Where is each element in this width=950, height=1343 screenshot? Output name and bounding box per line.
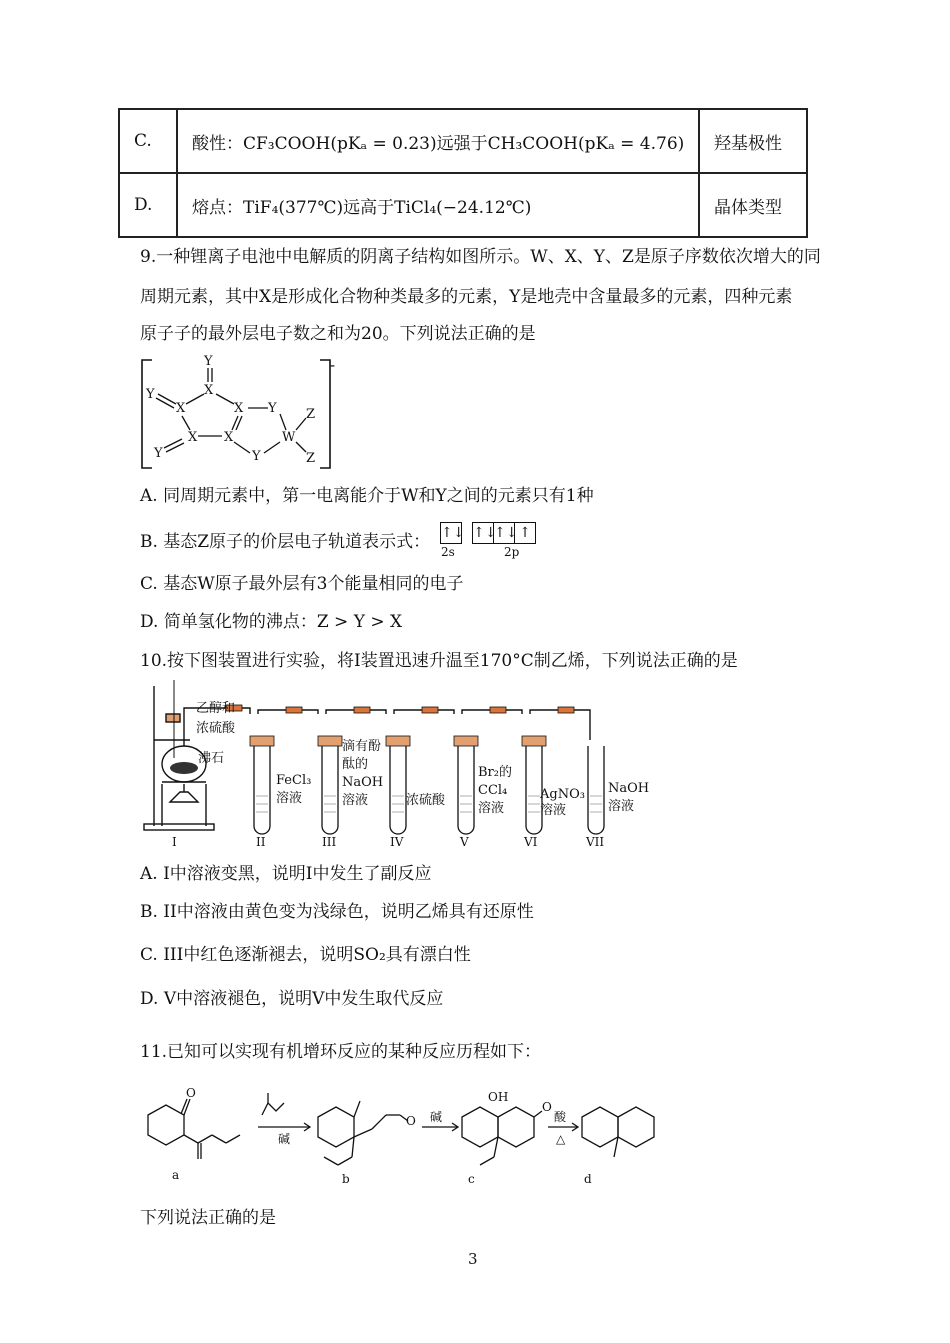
oh-label: OH: [488, 1090, 509, 1104]
orbital-2p-cell: ↑↓: [494, 525, 518, 541]
svg-text:X: X: [176, 401, 186, 416]
q9-stem-line-2: 周期元素，其中X是形成化合物种类最多的元素，Y是地壳中含量最多的元素，四种元素: [140, 287, 793, 307]
compound-label-d: d: [584, 1172, 592, 1186]
svg-text:X: X: [234, 401, 244, 416]
svg-text:Y: Y: [154, 446, 163, 461]
compound-label-a: a: [172, 1168, 180, 1182]
q9-stem-line-1: 9.一种锂离子电池中电解质的阴离子结构如图所示。W、X、Y、Z是原子序数依次增大的同: [140, 247, 821, 267]
tube-numeral: VI: [524, 835, 538, 849]
q11-stem: 11.已知可以实现有机增环反应的某种反应历程如下：: [140, 1042, 542, 1062]
options-table: [118, 108, 808, 238]
tube-numeral: IV: [390, 835, 404, 849]
page-number: 3: [468, 1250, 478, 1268]
tube-label: 溶液: [540, 803, 567, 818]
tube-label: 溶液: [608, 799, 635, 814]
q9-stem-line-3: 原子子的最外层电子数之和为20。下列说法正确的是: [140, 324, 536, 344]
condition-step2: 碱: [430, 1110, 443, 1124]
svg-text:Z: Z: [306, 407, 316, 422]
tube-label: 溶液: [478, 801, 505, 816]
flask-label-line: 沸石: [198, 751, 225, 766]
compound-label-c: c: [468, 1172, 475, 1186]
row-label: D.: [119, 173, 177, 237]
q9-option-a: A. 同周期元素中，第一电离能介于W和Y之间的元素只有1种: [140, 486, 594, 506]
svg-text:Z: Z: [306, 451, 316, 466]
row-content: 熔点：TiF₄(377℃)远高于TiCl₄(−24.12℃): [177, 173, 699, 237]
q10-option-a: A. I中溶液变黑，说明I中发生了副反应: [140, 864, 432, 884]
orbital-2p-box: [472, 522, 536, 544]
orbital-2s-cell: ↑↓: [441, 525, 465, 541]
svg-text:Y: Y: [146, 387, 155, 402]
q9-option-c: C. 基态W原子最外层有3个能量相同的电子: [140, 574, 464, 594]
apparatus-diagram: [140, 680, 660, 852]
tube-numeral: VII: [586, 835, 605, 849]
anion-structure-diagram: [138, 350, 348, 475]
svg-text:O: O: [406, 1114, 416, 1128]
tube-numeral: II: [256, 835, 266, 849]
q11-followup: 下列说法正确的是: [140, 1208, 276, 1228]
flask-label-line: 乙醇和: [196, 701, 236, 716]
q10-stem: 10.按下图装置进行实验，将I装置迅速升温至170°C制乙烯，下列说法正确的是: [140, 651, 738, 671]
tube-label: FeCl₃: [276, 773, 312, 788]
svg-text:X: X: [204, 383, 214, 398]
condition-step3-top: 酸: [554, 1110, 567, 1124]
table-row: [119, 173, 807, 237]
tube-label: 溶液: [342, 793, 369, 808]
compound-label-b: b: [342, 1172, 350, 1186]
reaction-scheme: [138, 1075, 658, 1195]
tube-label: 酞的: [342, 757, 369, 772]
tube-label: AgNO₃: [540, 787, 585, 802]
q10-option-b: B. II中溶液由黄色变为浅绿色，说明乙烯具有还原性: [140, 902, 534, 922]
tube-numeral: III: [322, 835, 337, 849]
svg-text:W: W: [282, 430, 296, 445]
tube-label: 溶液: [276, 791, 303, 806]
tube-label: CCl₄: [478, 783, 508, 798]
svg-text:X: X: [188, 430, 198, 445]
q9-option-d: D. 简单氢化物的沸点：Z > Y > X: [140, 612, 403, 632]
q9-option-b: B. 基态Z原子的价层电子轨道表示式：: [140, 532, 431, 552]
tube-label: Br₂的: [478, 765, 512, 780]
tube-label: 滴有酚: [342, 739, 382, 754]
tube-label: NaOH: [342, 775, 384, 790]
svg-text:O: O: [542, 1100, 552, 1114]
svg-text:Y: Y: [252, 449, 261, 464]
orbital-2s-label: 2s: [441, 545, 455, 559]
tube-numeral: V: [460, 835, 469, 849]
flask-label-line: 浓硫酸: [196, 721, 236, 736]
row-label: C.: [119, 109, 177, 173]
charge-sign: -: [330, 356, 336, 374]
svg-text:Y: Y: [204, 354, 213, 369]
svg-text:X: X: [224, 430, 234, 445]
row-reason: 羟基极性: [699, 109, 807, 173]
q10-option-c: C. III中红色逐渐褪去，说明SO₂具有漂白性: [140, 945, 471, 965]
q10-option-d: D. V中溶液褪色，说明V中发生取代反应: [140, 989, 444, 1009]
orbital-2p-cell: ↑: [519, 525, 531, 541]
condition-step3-bottom: △: [556, 1132, 566, 1146]
tube-label: NaOH: [608, 781, 650, 796]
tube-numeral: I: [172, 835, 177, 849]
svg-text:Y: Y: [268, 401, 277, 416]
table-row: [119, 109, 807, 173]
row-reason: 晶体类型: [699, 173, 807, 237]
orbital-2p-cell: ↑↓: [473, 525, 497, 541]
orbital-2s-box: [440, 522, 465, 544]
condition-step1: 碱: [278, 1132, 291, 1146]
orbital-2p-label: 2p: [504, 545, 520, 559]
row-content: 酸性：CF₃COOH(pKₐ = 0.23)远强于CH₃COOH(pKₐ = 4.76): [177, 109, 699, 173]
tube-label: 浓硫酸: [406, 793, 446, 808]
svg-text:O: O: [186, 1086, 196, 1100]
